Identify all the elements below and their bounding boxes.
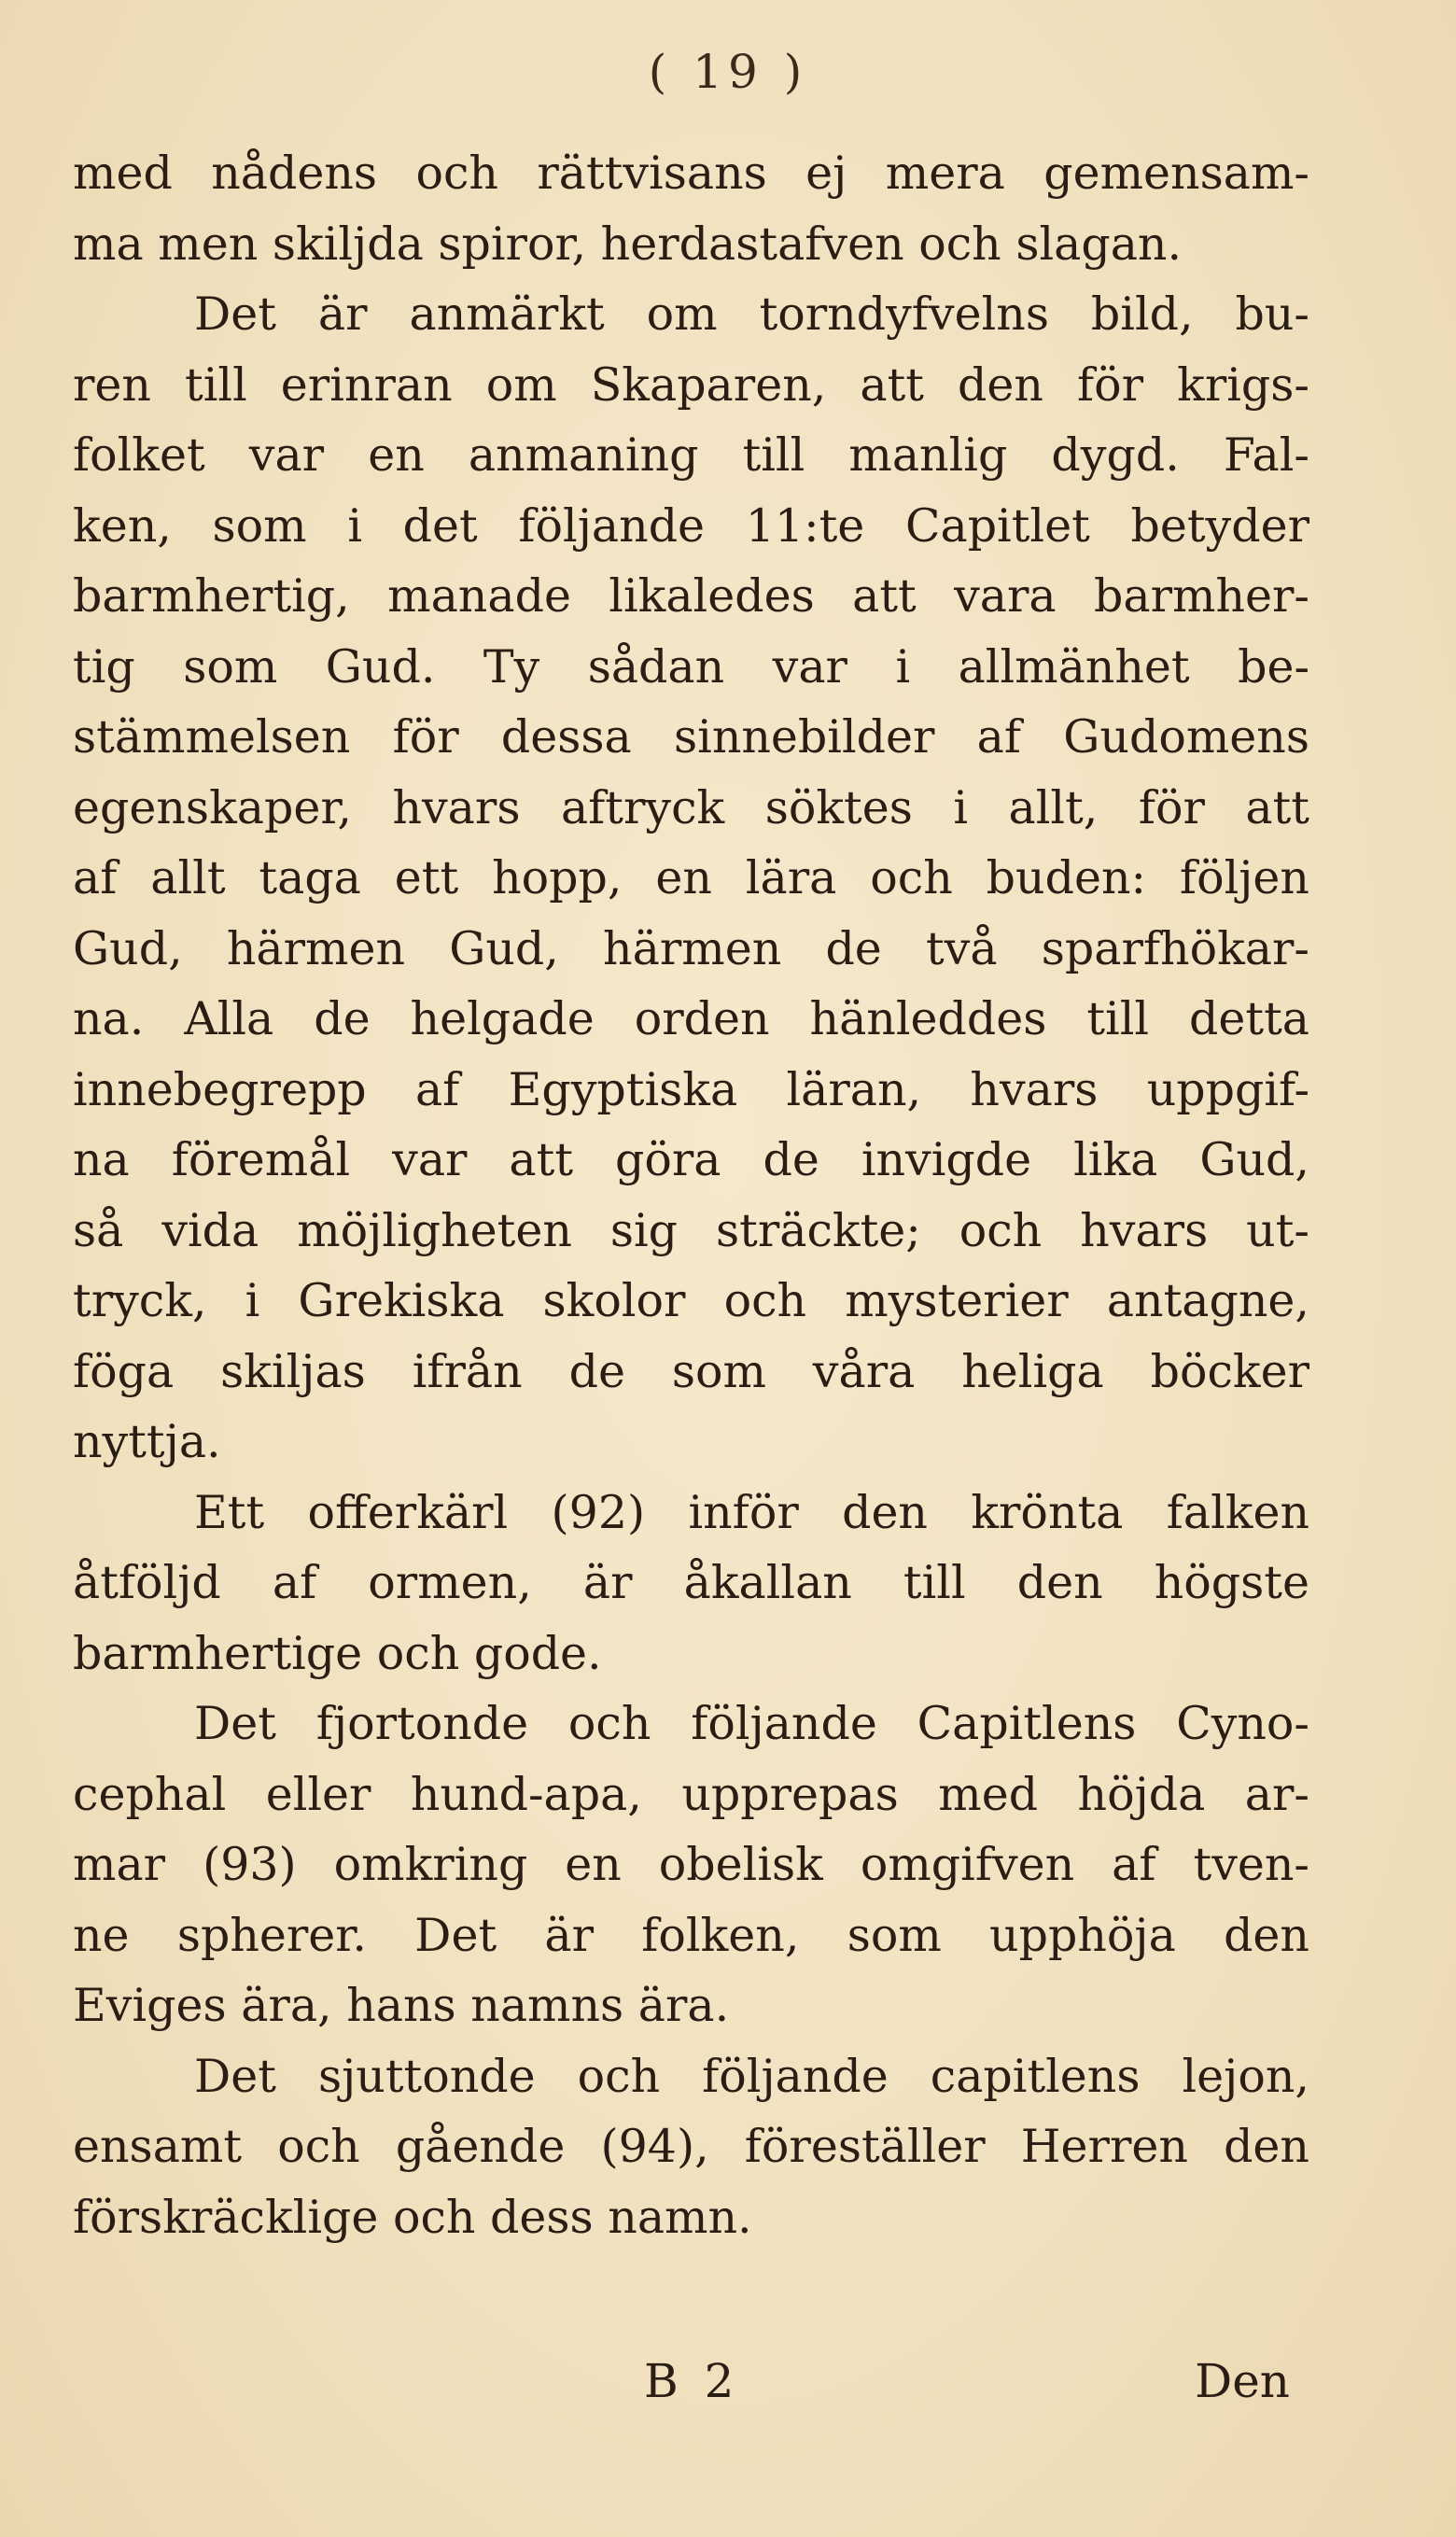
text-line: na. Alla de helgade orden hänleddes till detta xyxy=(73,992,1309,1045)
text-line: folket var en anmaning till manlig dygd. Fal- xyxy=(73,428,1309,482)
text-line: nyttja. xyxy=(73,1415,221,1468)
text-line: åtföljd af ormen, är åkallan till den högste xyxy=(73,1556,1309,1609)
page-footer xyxy=(0,2354,1456,2419)
catchword: Den xyxy=(1195,2354,1290,2408)
text-line: tryck, i Grekiska skolor och mysterier antagne, xyxy=(73,1274,1309,1327)
text-line: förskräcklige och dess namn. xyxy=(73,2190,752,2244)
text-line: barmhertig, manade likaledes att vara barmher- xyxy=(73,569,1309,623)
text-line: föga skiljas ifrån de som våra heliga böcker xyxy=(73,1344,1309,1398)
signature-mark: B 2 xyxy=(644,2354,740,2408)
text-line: ren till erinran om Skaparen, att den för krigs- xyxy=(73,357,1309,412)
text-line: ne spherer. Det är folken, som upphöja den xyxy=(73,1908,1309,1962)
text-line: ensamt och gående (94), föreställer Herren den xyxy=(73,2120,1309,2173)
text-line: Gud, härmen Gud, härmen de två sparfhökar- xyxy=(73,921,1309,975)
text-line: Det fjortonde och följande Capitlens Cyno- xyxy=(194,1697,1309,1750)
text-line: tig som Gud. Ty sådan var i allmänhet be- xyxy=(73,639,1309,694)
text-line: med nådens och rättvisans ej mera gemensam- xyxy=(73,147,1309,200)
text-line: ken, som i det följande 11:te Capitlet betyder xyxy=(73,498,1309,553)
text-line: barmhertige och gode. xyxy=(73,1626,602,1680)
text-line: stämmelsen för dessa sinnebilder af Gudomens xyxy=(73,710,1309,764)
text-line: af allt taga ett hopp, en lära och buden: följen xyxy=(73,851,1309,904)
text-line: na föremål var att göra de invigde lika Gud, xyxy=(73,1133,1309,1186)
text-line: så vida möjligheten sig sträckte; och hvars ut- xyxy=(73,1203,1309,1257)
text-line: ma men skiljda spiror, herdastafven och slagan. xyxy=(73,217,1183,271)
text-line: Det sjuttonde och följande capitlens lejon, xyxy=(194,2049,1309,2103)
text-line: innebegrepp af Egyptiska läran, hvars uppgif- xyxy=(73,1062,1309,1116)
text-line: egenskaper, hvars aftryck söktes i allt, för att xyxy=(73,780,1309,834)
page-number: ( 19 ) xyxy=(648,45,808,99)
text-line: Ett offerkärl (92) inför den krönta falken xyxy=(194,1485,1309,1539)
body-text xyxy=(73,138,1309,2252)
text-line: Eviges ära, hans namns ära. xyxy=(73,1979,730,2032)
text-line: Det är anmärkt om torndyfvelns bild, bu- xyxy=(194,287,1309,341)
text-line: cephal eller hund-apa, upprepas med höjda ar- xyxy=(73,1767,1309,1821)
text-line: mar (93) omkring en obelisk omgifven af tven- xyxy=(73,1838,1309,1891)
